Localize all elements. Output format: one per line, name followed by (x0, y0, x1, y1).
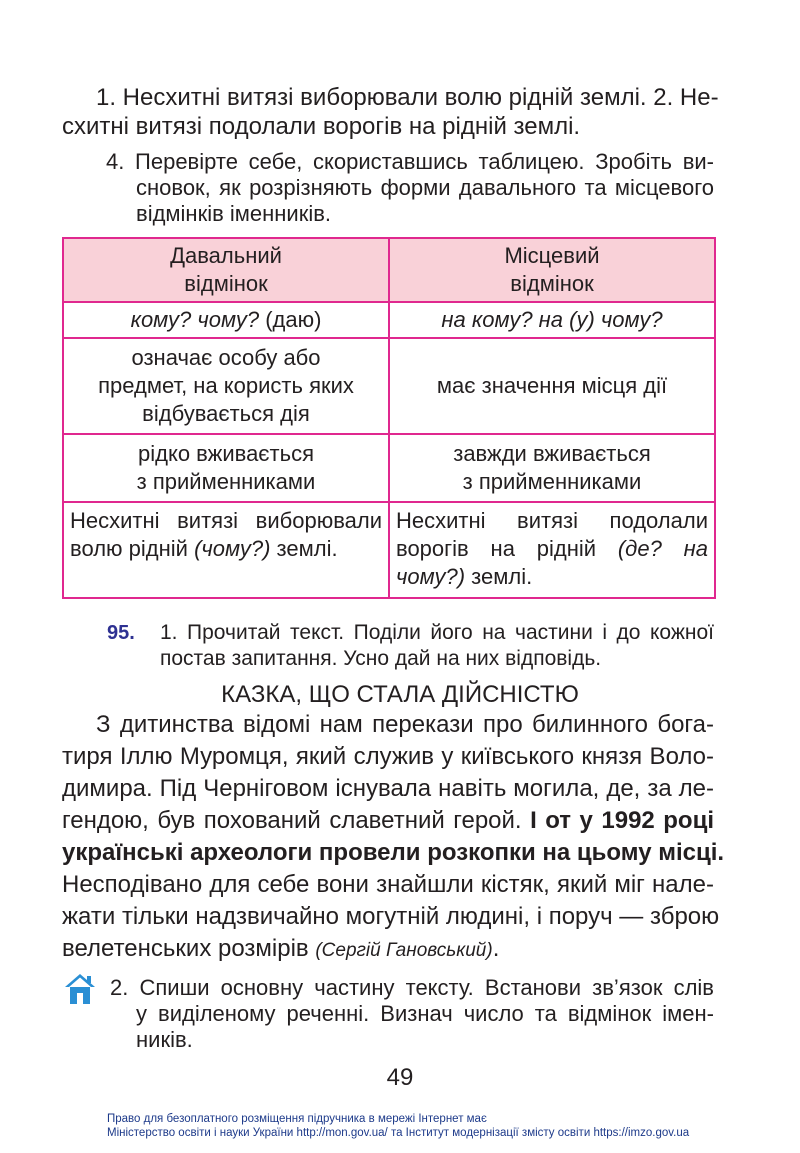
task4-line-2: сновок, як розрізняють форми давального та місцевого (136, 175, 714, 200)
locative-example-cell (389, 502, 715, 598)
locative-example-end: землі. (471, 564, 533, 589)
homework-line-1: 2. Спиши основну частину тексту. Встанови зв’язок слів (110, 975, 714, 1000)
dative-example-end: землі. (276, 536, 338, 561)
house-icon (64, 972, 96, 1006)
intro-line-2: схитні витязі подолали ворогів на рідній землі. (62, 113, 581, 140)
story-line-4 (62, 807, 714, 835)
story-title: КАЗКА, ЩО СТАЛА ДІЙСНІСТЮ (221, 681, 579, 708)
locative-header-line-2: відмінок (510, 271, 594, 296)
story-line-8-plain: велетенських розмірів (62, 935, 309, 962)
table-row-meaning (63, 338, 715, 434)
homework-line-2: у виділеному реченні. Визнач число та відмінок імен- (136, 1001, 714, 1026)
dative-header-line-1: Давальний (170, 243, 282, 268)
dative-header-cell (63, 238, 389, 302)
dative-meaning-line-1: означає особу або (131, 345, 321, 370)
dative-example-text: Несхитні витязі виборювали волю рідній (70, 508, 382, 561)
footer-line-1: Право для безоплатного розміщення підручника в мережі Інтернет має (107, 1113, 487, 1125)
exercise-line-2: постав запитання. Усно дай на них відповідь. (160, 647, 602, 670)
story-line-3: димира. Під Черніговом існувала навіть могила, де, за ле- (62, 775, 714, 802)
table-row-example (63, 502, 715, 598)
story-line-4-plain: гендою, був похований славетний герой. (62, 807, 522, 834)
dative-question-cell (63, 302, 389, 338)
locative-question-cell: на кому? на (у) чому? (389, 302, 715, 338)
dative-example-question: (чому?) (194, 536, 271, 561)
dative-meaning-line-2: предмет, на користь яких (98, 373, 354, 398)
locative-header-line-1: Місцевий (504, 243, 600, 268)
dative-meaning-line-3: відбувається дія (142, 401, 310, 426)
table-header-row (63, 238, 715, 302)
dative-example-cell (63, 502, 389, 598)
locative-meaning-cell: має значення місця дії (389, 338, 715, 434)
dative-usage-cell (63, 434, 389, 502)
story-line-1: З дитинства відомі нам перекази про билинного бога- (96, 711, 714, 738)
story-author: (Сергій Гановський) (315, 940, 493, 961)
locative-header-cell (389, 238, 715, 302)
dative-usage-line-2: з прийменниками (136, 469, 316, 494)
page-number: 49 (386, 1064, 414, 1091)
locative-usage-line-1: завжди вживається (453, 441, 651, 466)
dative-question: кому? чому? (130, 307, 260, 332)
locative-example-question: (де? на чому?) (396, 536, 708, 589)
task4-line-3: відмінків іменників. (136, 201, 332, 226)
story-line-5-bold: українські археологи провели розкопки на цьому місці. (62, 839, 725, 866)
dative-question-note: (даю) (265, 307, 322, 332)
footer-line-2: Міністерство освіти і науки України http://mon.gov.ua/ та Інститут модернізації змісту освіти https://imzo.gov.ua (107, 1127, 690, 1139)
locative-usage-line-2: з прийменниками (462, 469, 642, 494)
homework-line-3: ників. (136, 1027, 193, 1052)
task4-line-1: 4. Перевірте себе, скориставшись таблицею. Зробіть ви- (106, 149, 714, 174)
locative-example-text: Несхитні витязі подолали ворогів на рідній (396, 508, 708, 561)
dative-usage-line-1: рідко вживається (138, 441, 314, 466)
story-line-8 (62, 935, 499, 963)
story-line-8-end: . (492, 935, 500, 962)
locative-usage-cell (389, 434, 715, 502)
exercise-line-1: 1. Прочитай текст. Поділи його на частини і до кожної (160, 621, 714, 644)
dative-header-line-2: відмінок (184, 271, 268, 296)
story-line-7: жати тільки надзвичайно могутній людині, і поруч — зброю (62, 903, 720, 930)
story-line-2: тиря Іллю Муромця, який служив у київського князя Воло- (62, 743, 714, 770)
exercise-number: 95. (107, 622, 135, 644)
intro-line-1: 1. Несхитні витязі виборювали волю рідній землі. 2. Не- (96, 84, 719, 111)
story-line-6: Несподівано для себе вони знайшли кістяк, який міг нале- (62, 871, 714, 898)
table-row-questions (63, 302, 715, 338)
table-row-usage (63, 434, 715, 502)
dative-meaning-cell (63, 338, 389, 434)
story-line-4-bold: І от у 1992 році (530, 807, 715, 834)
case-comparison-table (62, 237, 716, 599)
